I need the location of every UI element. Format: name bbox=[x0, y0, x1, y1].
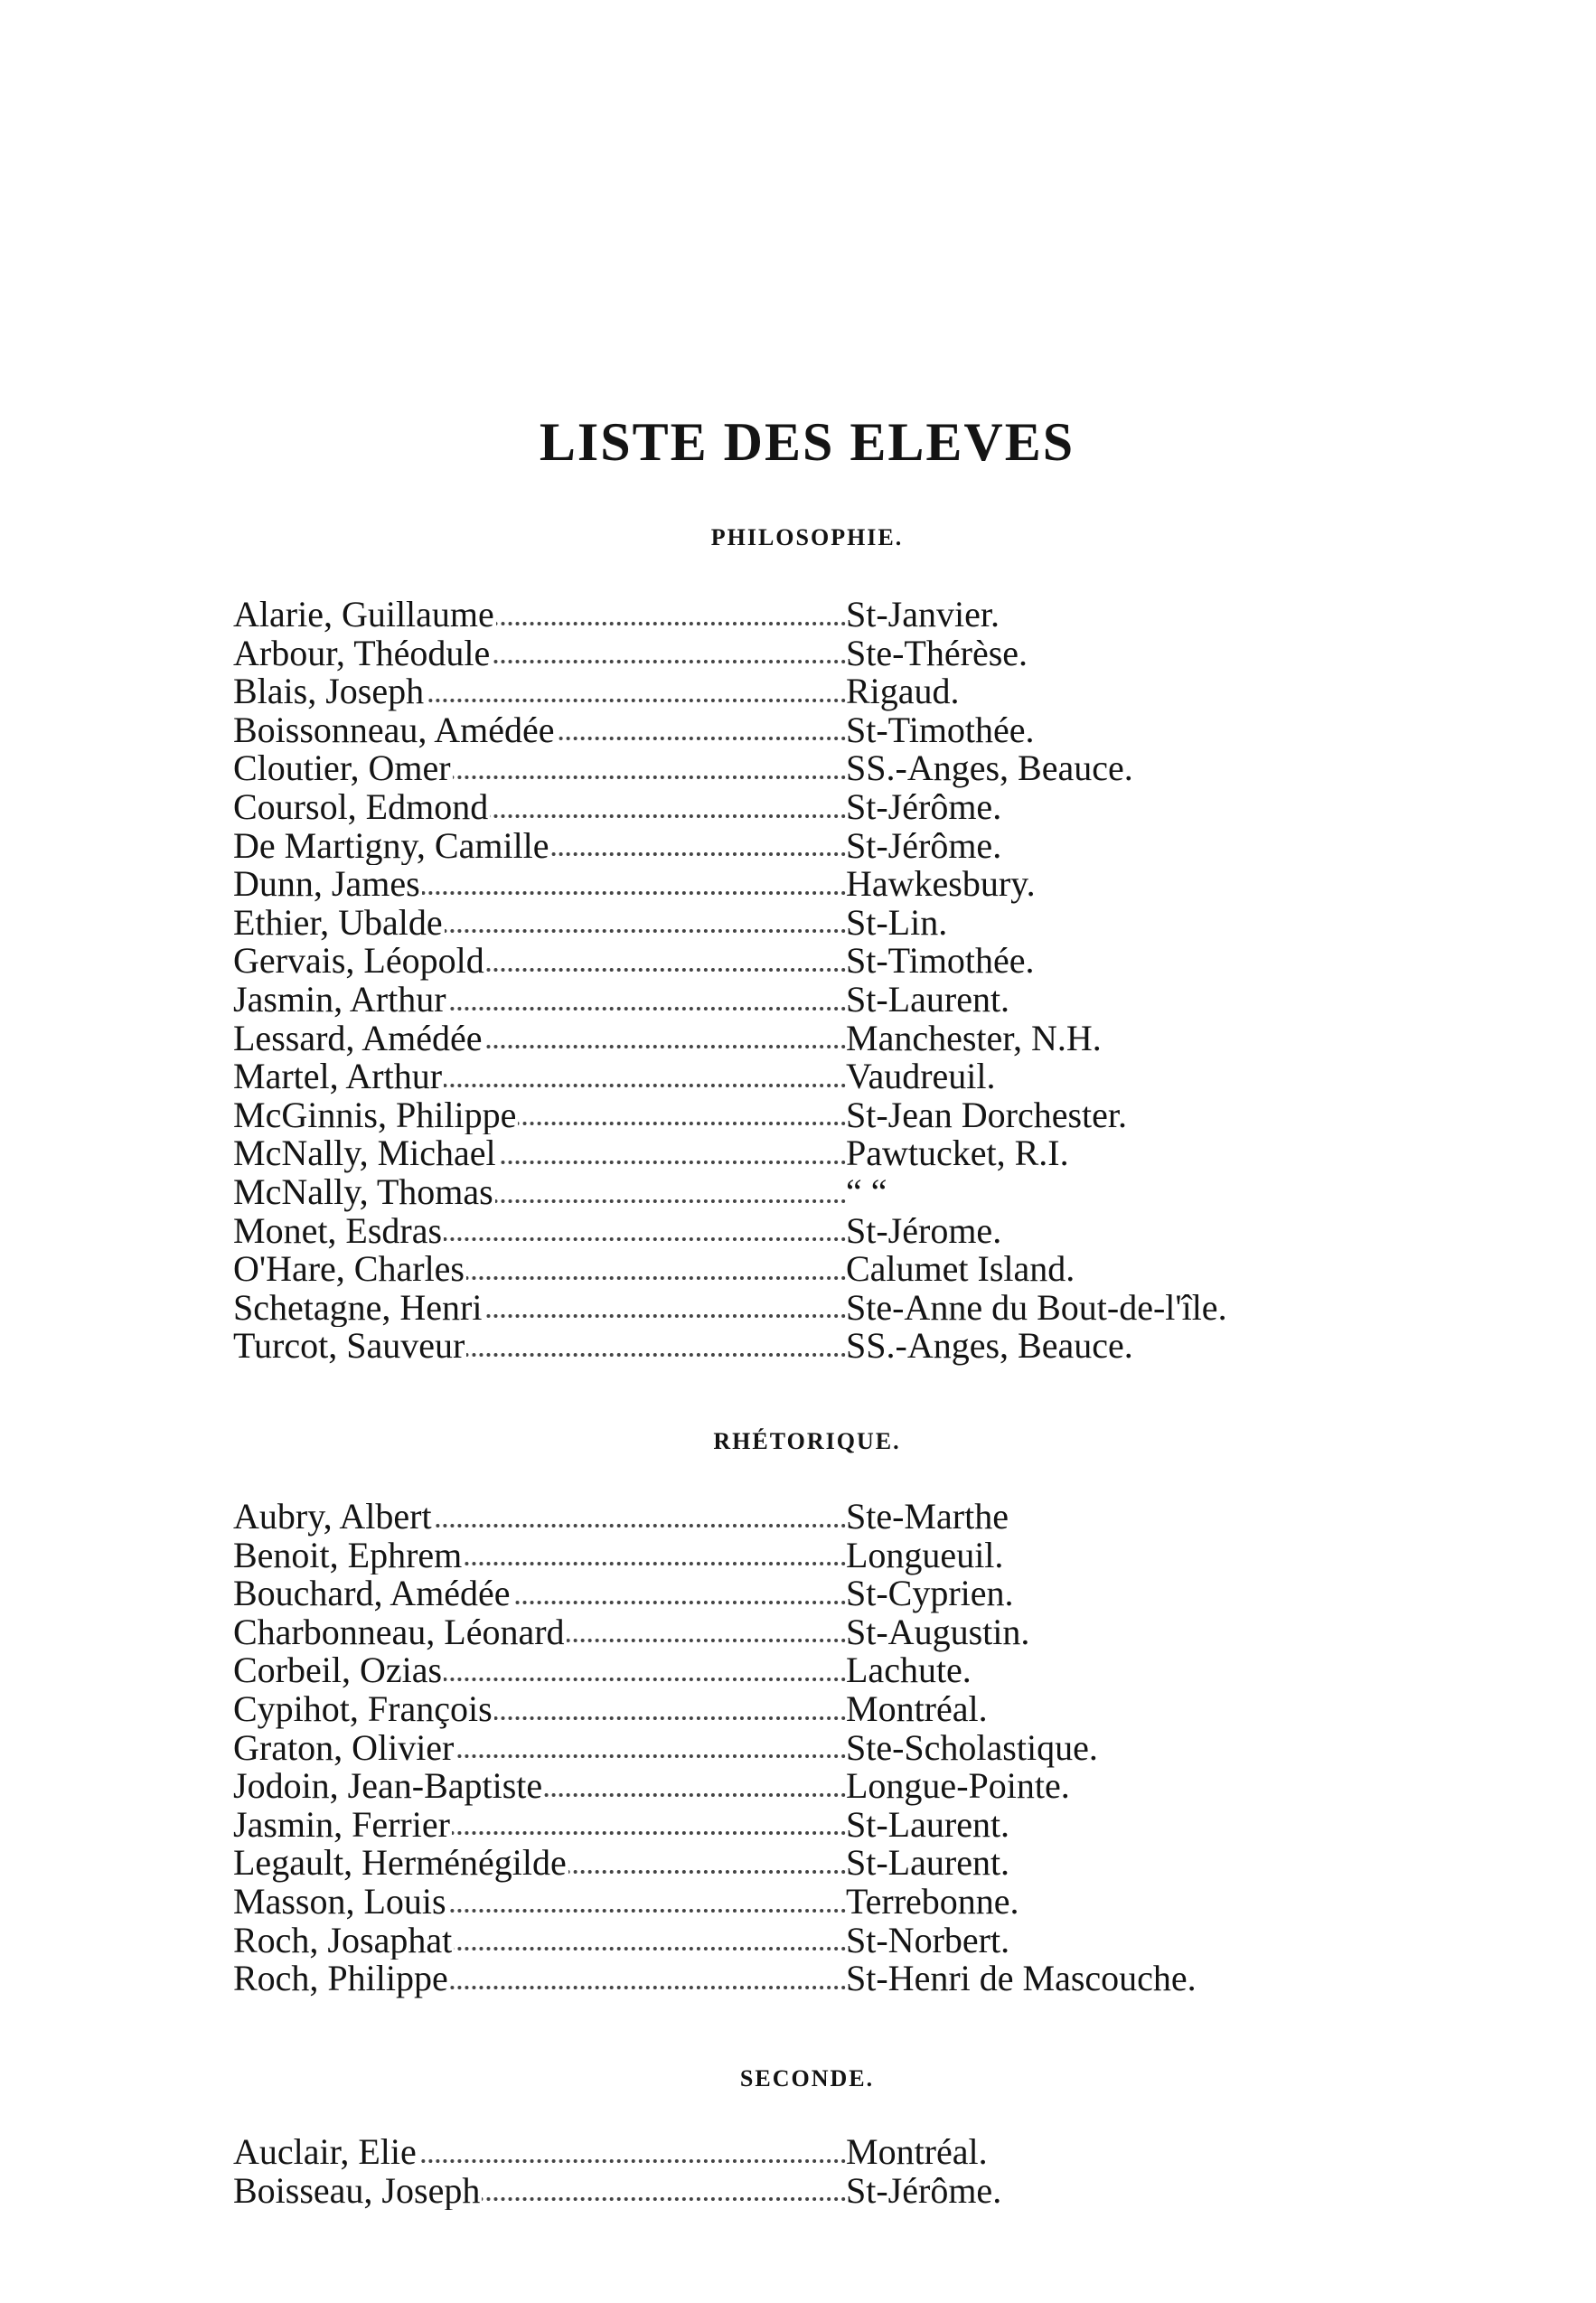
student-name-cell bbox=[233, 1844, 846, 1883]
student-name: O'Hare, Charles bbox=[233, 1250, 465, 1289]
student-entry bbox=[233, 2133, 1426, 2172]
student-place: Manchester, N.H. bbox=[846, 1017, 1102, 1058]
student-entry bbox=[233, 1286, 1426, 1328]
student-place: St-Janvier. bbox=[846, 594, 1000, 634]
student-entry bbox=[233, 824, 1426, 866]
student-name: Gervais, Léopold bbox=[233, 942, 484, 981]
student-name-cell bbox=[233, 1020, 846, 1058]
student-name-cell bbox=[233, 711, 846, 750]
student-place: Longueuil. bbox=[846, 1534, 1004, 1575]
student-entry bbox=[233, 978, 1426, 1020]
student-name-cell bbox=[233, 1574, 846, 1613]
student-name: Graton, Olivier bbox=[233, 1728, 455, 1768]
student-name: Arbour, Théodule bbox=[233, 634, 491, 673]
student-place: St-Jérôme. bbox=[846, 785, 1002, 827]
student-name: Coursol, Edmond bbox=[233, 787, 489, 827]
student-entry bbox=[233, 1534, 1426, 1575]
student-place: Terrebonne. bbox=[846, 1880, 1019, 1922]
student-place: Longue-Pointe. bbox=[846, 1765, 1070, 1807]
student-name-cell bbox=[233, 1096, 846, 1135]
student-place: Ste-Anne du Bout-de-l'île. bbox=[846, 1286, 1227, 1328]
student-name-cell bbox=[233, 1537, 846, 1575]
student-name-cell bbox=[233, 1883, 846, 1922]
student-name-cell bbox=[233, 1058, 846, 1096]
student-place: St-Cyprien. bbox=[846, 1573, 1014, 1614]
student-name-cell bbox=[233, 1173, 846, 1212]
student-name: McNally, Michael bbox=[233, 1134, 496, 1173]
student-place: Lachute. bbox=[846, 1650, 972, 1691]
student-list-seconde bbox=[233, 2133, 1426, 2210]
student-name-cell bbox=[233, 1729, 846, 1768]
student-name: Blais, Joseph bbox=[233, 672, 425, 711]
student-name: Turcot, Sauveur bbox=[233, 1327, 465, 1366]
student-entry bbox=[233, 865, 1426, 904]
student-place: Vaudreuil. bbox=[846, 1056, 996, 1097]
student-name: Monet, Esdras bbox=[233, 1211, 443, 1251]
student-place: Pawtucket, R.I. bbox=[846, 1133, 1069, 1174]
student-place: St-Timothée. bbox=[846, 940, 1035, 982]
student-place: Ste-Thérèse. bbox=[846, 632, 1028, 673]
student-name-cell bbox=[233, 904, 846, 943]
student-entry bbox=[233, 1058, 1426, 1096]
student-name-cell bbox=[233, 1767, 846, 1806]
student-entry bbox=[233, 942, 1426, 981]
student-name: Dunn, James bbox=[233, 865, 420, 904]
student-name: Aubry, Albert bbox=[233, 1498, 432, 1537]
student-name: Lessard, Amédée bbox=[233, 1019, 483, 1058]
student-name-cell bbox=[233, 1212, 846, 1251]
student-entry bbox=[233, 901, 1426, 943]
student-name-cell bbox=[233, 749, 846, 788]
student-name-cell bbox=[233, 1250, 846, 1289]
student-name-cell bbox=[233, 981, 846, 1020]
student-entry bbox=[233, 1960, 1426, 1998]
student-entry bbox=[233, 1687, 1426, 1729]
student-entry bbox=[233, 711, 1426, 750]
student-entry bbox=[233, 1767, 1426, 1806]
student-name-cell bbox=[233, 1806, 846, 1845]
student-name: McGinnis, Philippe bbox=[233, 1095, 517, 1135]
student-name: Masson, Louis bbox=[233, 1882, 446, 1922]
student-place: “ “ bbox=[846, 1170, 887, 1212]
student-entry bbox=[233, 785, 1426, 827]
student-place: St-Henri de Mascouche. bbox=[846, 1958, 1197, 1999]
student-name: Jasmin, Arthur bbox=[233, 980, 446, 1020]
student-name: Roch, Josaphat bbox=[233, 1921, 453, 1960]
student-entry bbox=[233, 2169, 1426, 2211]
student-name: Boisseau, Joseph bbox=[233, 2171, 481, 2211]
student-name-cell bbox=[233, 672, 846, 711]
student-place: Montréal. bbox=[846, 2131, 988, 2172]
student-name: Benoit, Ephrem bbox=[233, 1536, 463, 1575]
student-place: St-Laurent. bbox=[846, 1842, 1010, 1884]
student-name: Charbonneau, Léonard bbox=[233, 1612, 565, 1652]
student-place: St-Jérôme. bbox=[846, 2169, 1002, 2211]
student-name: Ethier, Ubalde bbox=[233, 903, 443, 943]
student-name-cell bbox=[233, 788, 846, 827]
student-place: St-Lin. bbox=[846, 901, 948, 943]
student-entry bbox=[233, 1651, 1426, 1690]
student-entry bbox=[233, 1170, 1426, 1212]
student-place: Rigaud. bbox=[846, 671, 960, 712]
student-name-cell bbox=[233, 1289, 846, 1328]
student-entry bbox=[233, 596, 1426, 634]
student-entry bbox=[233, 1613, 1426, 1652]
section-heading-seconde: SECONDE. bbox=[739, 2065, 875, 2092]
student-name: McNally, Thomas bbox=[233, 1172, 493, 1212]
student-place: St-Augustin. bbox=[846, 1611, 1030, 1652]
student-place: SS.-Anges, Beauce. bbox=[846, 1325, 1133, 1367]
student-entry bbox=[233, 672, 1426, 711]
student-place: Montréal. bbox=[846, 1687, 988, 1729]
student-name: Auclair, Elie bbox=[233, 2133, 417, 2172]
student-name-cell bbox=[233, 634, 846, 673]
student-name: Legault, Herménégilde bbox=[233, 1844, 567, 1883]
student-name-cell bbox=[233, 827, 846, 866]
student-list-rhetorique bbox=[233, 1498, 1426, 1998]
student-entry bbox=[233, 1726, 1426, 1768]
student-place: St-Timothée. bbox=[846, 709, 1035, 750]
student-name-cell bbox=[233, 2133, 846, 2172]
student-entry bbox=[233, 1919, 1426, 1960]
student-name-cell bbox=[233, 1690, 846, 1729]
page-title: LISTE DES ELEVES bbox=[539, 412, 1075, 472]
student-name-cell bbox=[233, 596, 846, 634]
student-entry bbox=[233, 1017, 1426, 1058]
student-name: De Martigny, Camille bbox=[233, 826, 549, 866]
student-list-philosophie bbox=[233, 596, 1426, 1366]
student-name-cell bbox=[233, 1960, 846, 1998]
student-place: Hawkesbury. bbox=[846, 863, 1036, 905]
student-place: Calumet Island. bbox=[846, 1248, 1075, 1290]
student-entry bbox=[233, 1134, 1426, 1173]
student-name-cell bbox=[233, 865, 846, 904]
student-name-cell bbox=[233, 1651, 846, 1690]
section-heading-philosophie: PHILOSOPHIE. bbox=[710, 524, 904, 550]
student-entry bbox=[233, 1844, 1426, 1883]
student-place: St-Jérome. bbox=[846, 1209, 1002, 1251]
student-place: St-Laurent. bbox=[846, 1803, 1010, 1845]
student-place: St-Laurent. bbox=[846, 978, 1010, 1020]
student-name: Boissonneau, Amédée bbox=[233, 710, 555, 750]
student-entry bbox=[233, 1327, 1426, 1366]
student-name: Cloutier, Omer bbox=[233, 749, 451, 788]
student-name-cell bbox=[233, 1922, 846, 1960]
student-name-cell bbox=[233, 1327, 846, 1366]
student-entry bbox=[233, 1209, 1426, 1251]
student-name: Cypihot, François bbox=[233, 1689, 493, 1729]
student-name: Corbeil, Ozias bbox=[233, 1651, 443, 1690]
student-name-cell bbox=[233, 1613, 846, 1652]
student-place: SS.-Anges, Beauce. bbox=[846, 747, 1133, 789]
student-entry bbox=[233, 1096, 1426, 1135]
student-entry bbox=[233, 1803, 1426, 1845]
student-name: Jasmin, Ferrier bbox=[233, 1805, 450, 1845]
student-entry bbox=[233, 1574, 1426, 1613]
student-name: Alarie, Guillaume bbox=[233, 596, 494, 634]
student-name-cell bbox=[233, 1498, 846, 1537]
student-entry bbox=[233, 1880, 1426, 1922]
student-place: St-Jean Dorchester. bbox=[846, 1094, 1128, 1135]
student-name: Jodoin, Jean-Baptiste bbox=[233, 1767, 543, 1806]
student-place: Ste-Scholastique. bbox=[846, 1726, 1098, 1768]
student-place: Ste-Marthe bbox=[846, 1496, 1009, 1537]
student-name: Schetagne, Henri bbox=[233, 1288, 483, 1328]
student-entry bbox=[233, 749, 1426, 788]
student-name: Bouchard, Amédée bbox=[233, 1574, 511, 1613]
section-heading-rhetorique: RHÉTORIQUE. bbox=[713, 1428, 901, 1454]
student-place: St-Norbert. bbox=[846, 1919, 1010, 1960]
student-entry bbox=[233, 1498, 1426, 1537]
student-name-cell bbox=[233, 2172, 846, 2211]
student-entry bbox=[233, 1250, 1426, 1289]
student-place: St-Jérôme. bbox=[846, 824, 1002, 866]
student-name: Roch, Philippe bbox=[233, 1960, 448, 1998]
student-name: Martel, Arthur bbox=[233, 1058, 443, 1096]
student-name-cell bbox=[233, 1134, 846, 1173]
student-name-cell bbox=[233, 942, 846, 981]
student-entry bbox=[233, 634, 1426, 673]
